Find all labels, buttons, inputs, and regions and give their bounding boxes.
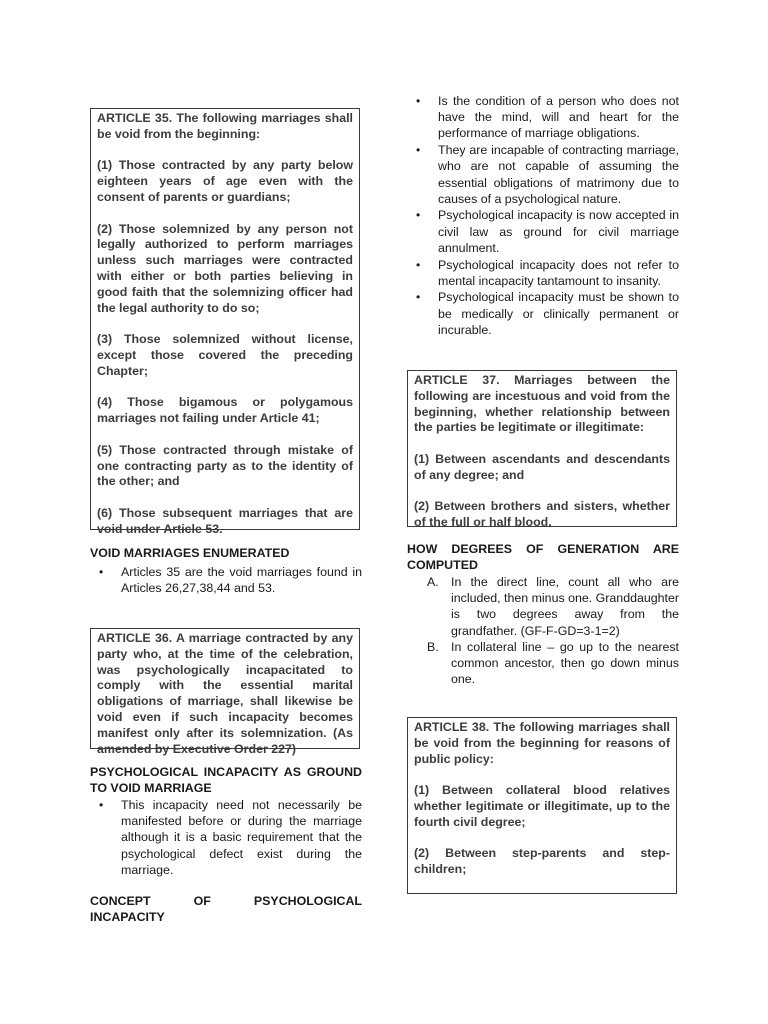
- article-35-item-5: (5) Those contracted through mistake of one contracting party as to the identity of the other; and: [97, 442, 353, 489]
- article-35-item-2: (2) Those solemnized by any person not legally authorized to perform marriages unless such marriages were contracted with either or both parties believing in good faith that the solemnizing officer had the legal authority to do so;: [97, 221, 353, 315]
- list-item: • They are incapable of contracting marriage, who are not capable of assuming the essential obligations of matrimony due to causes of a psychological nature.: [407, 142, 679, 207]
- list-item: • Is the condition of a person who does not have the mind, will and heart for the performance of marriage obligations.: [407, 93, 679, 142]
- list-text: In the direct line, count all who are included, then minus one. Granddaughter is two degrees away from the grandfather. (GF-F-GD=3-1=2): [451, 575, 680, 638]
- list-text: In collateral line – go up to the nearest common ancestor, then go down minus one.: [451, 639, 679, 687]
- article-38-item-1: (1) Between collateral blood relatives whether legitimate or illegitimate, up to the fourth civil degree;: [414, 783, 670, 829]
- article-35-item-4: (4) Those bigamous or polygamous marriages not failing under Article 41;: [97, 395, 353, 426]
- list-item: [407, 639, 679, 688]
- psych-incapacity-heading: PSYCHOLOGICAL INCAPACITY AS GROUND TO VOID MARRIAGE: [90, 765, 362, 795]
- article-38-box: [407, 717, 677, 894]
- list-item: • Psychological incapacity is now accepted in civil law as ground for civil marriage annulment.: [407, 207, 679, 256]
- degrees-heading-line-1: HOW DEGREES OF GENERATION ARE: [407, 542, 679, 556]
- degrees-heading-line-2: COMPUTED: [407, 558, 478, 572]
- list-item: [407, 574, 679, 639]
- article-35-item-3: (3) Those solemnized without license, except those covered the preceding Chapter;: [97, 332, 353, 378]
- article-37-item-2: (2) Between brothers and sisters, whether of the full or half blood.: [414, 499, 670, 530]
- article-35-item-6: (6) Those subsequent marriages that are void under Article 53.: [97, 505, 353, 536]
- void-marriages-heading: VOID MARRIAGES ENUMERATED: [90, 546, 290, 560]
- concept-heading-line-1: CONCEPT OF PSYCHOLOGICAL: [90, 894, 362, 908]
- list-item: • This incapacity need not necessarily be manifested before or during the marriage although it is a basic requirement that the psychological defect exist during the marriage.: [90, 797, 362, 878]
- list-item: • Psychological incapacity must be shown to be medically or clinically permanent or incurable.: [407, 289, 679, 338]
- article-35-item-1: (1) Those contracted by any party below eighteen years of age even with the consent of parents or guardians;: [97, 158, 353, 204]
- article-35-box: [90, 108, 360, 536]
- concept-list: [407, 93, 679, 339]
- article-35-lead: ARTICLE 35. The following marriages shall be void from the beginning:: [97, 111, 353, 141]
- void-marriages-list: [90, 564, 362, 596]
- degrees-list: [407, 574, 679, 687]
- article-36-text: ARTICLE 36. A marriage contracted by any party who, at the time of the celebration, was psychologically incapacitated to comply with the essential marital obligations of marriage, shall likewise be void even if such incapacity becomes manifest only after its solemnization. (As amended by Executive Order 227): [97, 631, 353, 756]
- article-38-item-2: (2) Between step-parents and step-children;: [414, 846, 670, 877]
- article-37-box: [407, 370, 677, 530]
- list-item: • Articles 35 are the void marriages found in Articles 26,27,38,44 and 53.: [90, 564, 362, 596]
- article-37-item-1: (1) Between ascendants and descendants of any degree; and: [414, 451, 670, 482]
- list-item: • Psychological incapacity does not refer to mental incapacity tantamount to insanity.: [407, 257, 679, 289]
- concept-heading-line-2: INCAPACITY: [90, 910, 165, 924]
- psych-incapacity-list: [90, 797, 362, 878]
- article-37-lead: ARTICLE 37. Marriages between the following are incestuous and void from the beginning, whether relationship between the parties be legitimate or illegitimate:: [414, 373, 670, 435]
- article-38-lead: ARTICLE 38. The following marriages shall be void from the beginning for reasons of public policy:: [414, 720, 670, 766]
- list-marker: A.: [427, 575, 439, 589]
- list-marker: B.: [427, 639, 439, 654]
- article-36-box: [90, 628, 360, 756]
